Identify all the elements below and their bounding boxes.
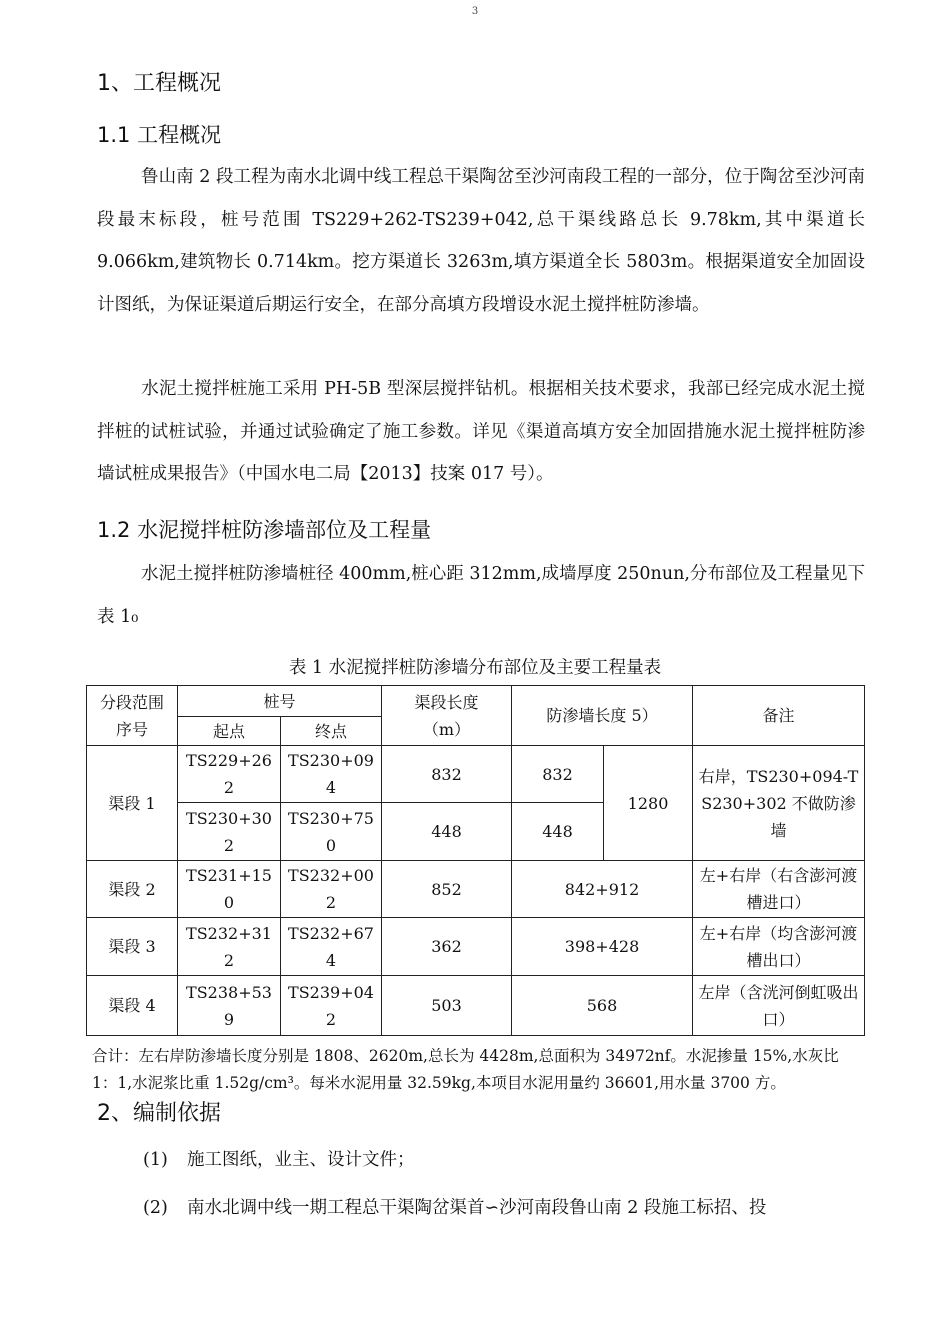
end-cell: TS230+750: [281, 803, 382, 861]
segment-label: 渠段 2: [87, 861, 178, 918]
heading-1: 1、工程概况: [97, 71, 221, 96]
length-cell: 503: [382, 976, 512, 1036]
segment-label: 渠段 3: [87, 918, 178, 976]
paragraph-spec: [97, 553, 865, 638]
length-cell: 852: [382, 861, 512, 918]
heading-1-2: 1.2 水泥搅拌桩防渗墙部位及工程量: [97, 518, 432, 542]
header-start: 起点: [178, 717, 281, 746]
page-number: 3: [471, 6, 479, 17]
list-item-text: 施工图纸，业主、设计文件；: [187, 1150, 415, 1170]
note-cell: 左+右岸（右含澎河渡槽进口）: [693, 861, 865, 918]
start-cell: TS230+302: [178, 803, 281, 861]
header-note: 备注: [693, 686, 865, 746]
heading-1-1: 1.1 工程概况: [97, 123, 222, 147]
length-cell: 448: [382, 803, 512, 861]
table-row: [87, 918, 865, 976]
list-item-text: 南水北调中线一期工程总干渠陶岔渠首∽沙河南段鲁山南 2 段施工标招、投: [187, 1198, 767, 1218]
start-cell: TS231+150: [178, 861, 281, 918]
wall-total-cell: 1280: [604, 746, 693, 861]
segment-label: 渠段 4: [87, 976, 178, 1036]
wall-cell: 448: [512, 803, 604, 861]
start-cell: TS229+262: [178, 746, 281, 803]
paragraph-overview: [97, 156, 865, 326]
note-cell: 右岸，TS230+094-TS230+302 不做防渗墙: [693, 746, 865, 861]
paragraph-trial: [97, 368, 865, 496]
list-item-number: (1): [143, 1150, 168, 1170]
start-cell: TS238+539: [178, 976, 281, 1036]
table-row: [87, 861, 865, 918]
length-cell: 362: [382, 918, 512, 976]
header-segment: 分段范围 序号: [87, 686, 178, 746]
table-row: [87, 976, 865, 1036]
note-cell: 左+右岸（均含澎河渡槽出口）: [693, 918, 865, 976]
length-cell: 832: [382, 746, 512, 803]
table-note: 合计：左右岸防渗墙长度分别是 1808、2620m,总长为 4428m,总面积为 34972nf。水泥掺量 15%,水灰比 1：1,水泥浆比重 1.52g/cm³。每米水泥用量 32.59kg,本项目水泥用量约 36601,用水量 3700 方。: [92, 1047, 839, 1092]
header-end: 终点: [281, 717, 382, 746]
table-row: [87, 746, 865, 803]
header-length: 渠段长度 （m）: [382, 686, 512, 746]
end-cell: TS232+674: [281, 918, 382, 976]
start-cell: TS232+312: [178, 918, 281, 976]
segment-label: 渠段 1: [87, 746, 178, 861]
note-cell: 左岸（含洸河倒虹吸出口）: [693, 976, 865, 1036]
quantity-table: [86, 685, 865, 1036]
header-pile: 桩号: [178, 686, 382, 717]
wall-cell: 398+428: [512, 918, 693, 976]
list-item: [143, 1194, 766, 1219]
paragraph-spec-text: 水泥土搅拌桩防渗墙桩径 400mm,桩心距 312mm,成墙厚度 250nun,分布部位及工程量见下表 1₀: [97, 564, 865, 627]
header-wall-length: 防渗墙长度 5）: [512, 686, 693, 746]
wall-cell: 842+912: [512, 861, 693, 918]
end-cell: TS232+002: [281, 861, 382, 918]
list-item-number: (2): [143, 1198, 168, 1218]
table-caption: 表 1 水泥搅拌桩防渗墙分布部位及主要工程量表: [288, 658, 662, 678]
end-cell: TS230+094: [281, 746, 382, 803]
paragraph-trial-text: 水泥土搅拌桩施工采用 PH-5B 型深层搅拌钻机。根据相关技术要求，我部已经完成水泥土搅拌桩的试桩试验，并通过试验确定了施工参数。详见《渠道高填方安全加固措施水泥土搅拌桩防渗墙试桩成果报告》（中国水电二局【2013】技案 017 号）。: [97, 379, 865, 484]
heading-2: 2、编制依据: [97, 1101, 221, 1126]
end-cell: TS239+042: [281, 976, 382, 1036]
list-item: [143, 1146, 415, 1171]
wall-cell: 832: [512, 746, 604, 803]
wall-cell: 568: [512, 976, 693, 1036]
paragraph-overview-text: 鲁山南 2 段工程为南水北调中线工程总干渠陶岔至沙河南段工程的一部分，位于陶岔至沙河南段最末标段，桩号范围 TS229+262-TS239+042,总干渠线路总长 9.78km,其中渠道长 9.066km,建筑物长 0.714km。挖方渠道长 3263m,填方渠道全长 5803m。根据渠道安全加固设计图纸，为保证渠道后期运行安全，在部分高填方段增设水泥土搅拌桩防渗墙。: [97, 167, 865, 315]
